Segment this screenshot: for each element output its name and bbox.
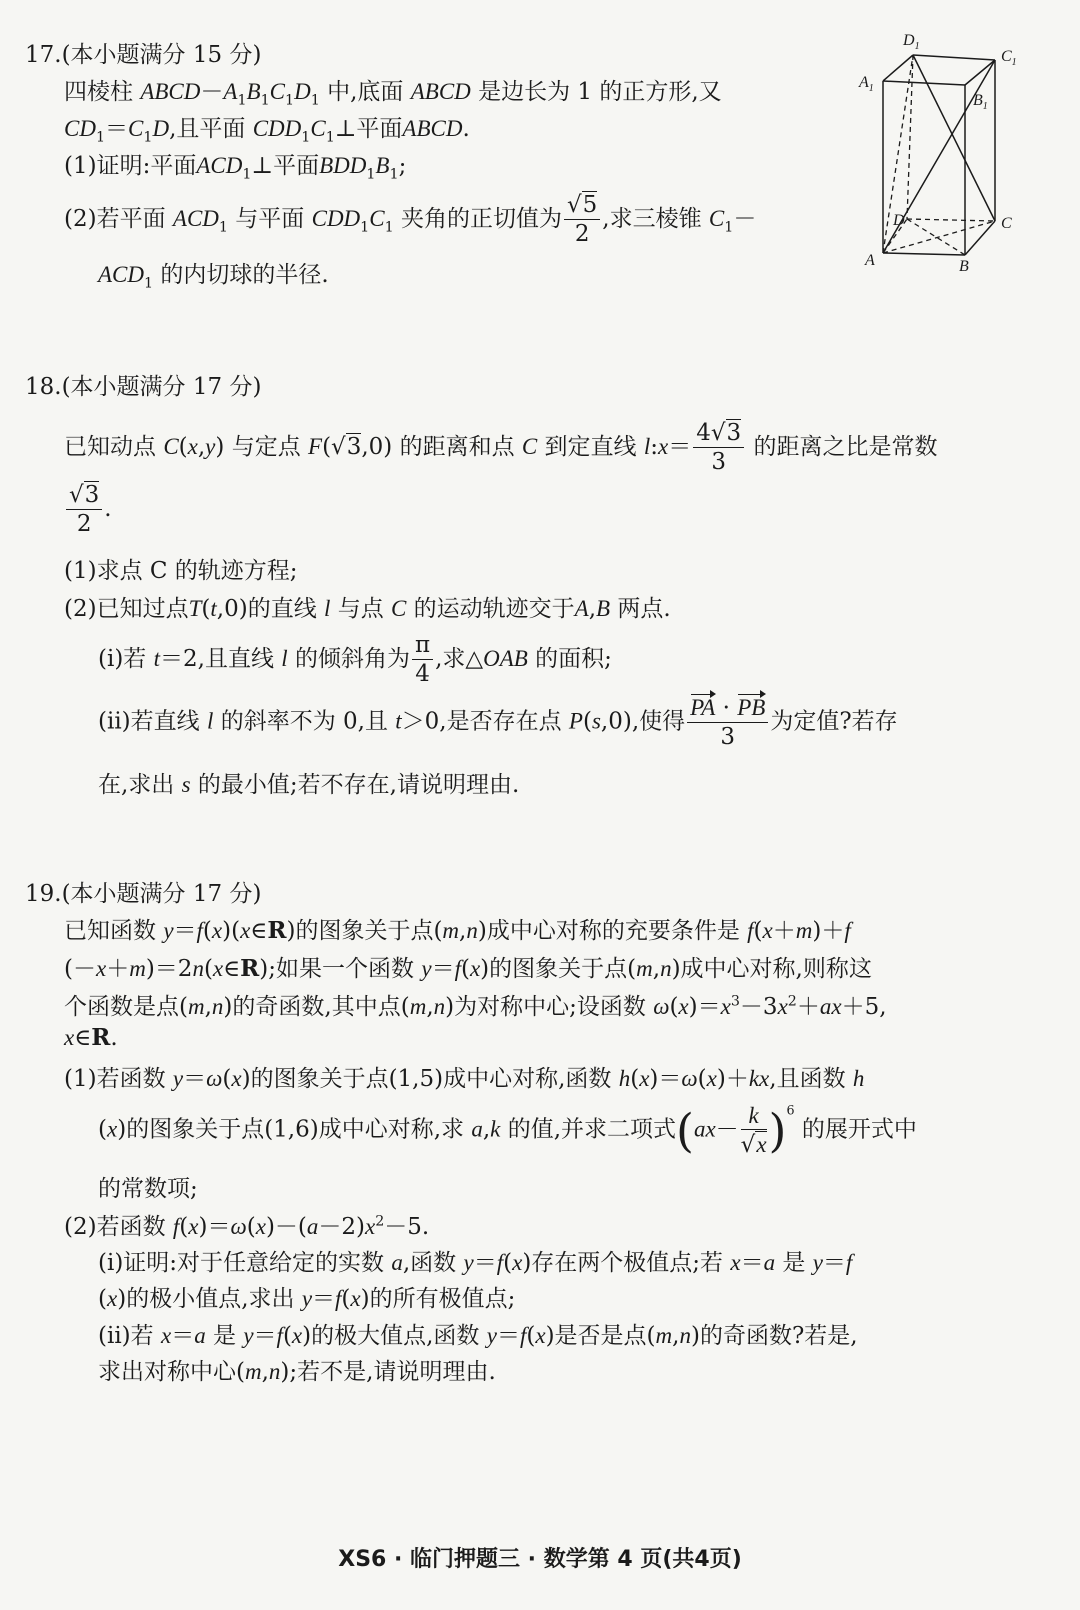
edge-ab [883, 253, 965, 255]
q19-part2-ii-line2: 求出对称中心(m,n);若不是,请说明理由. [98, 1359, 496, 1385]
label-c: C [1001, 215, 1012, 232]
edge-b1a1 [883, 81, 965, 85]
edge-bc [965, 221, 995, 255]
q18-header: 18.(本小题满分 17 分) [25, 374, 262, 400]
q17-stem-line1: 四棱柱 $ABCD-A_1B_1C_1D_1$ 中,底面 ABCD 是边长为 1 的正方形,又 [64, 79, 722, 109]
q19-part2-ii-line1: (ⅱ)若 x＝a 是 y＝f(x)的极大值点,函数 y＝f(x)是否是点(m,n)的奇函数?若是, [98, 1323, 858, 1349]
label-c1: $C_1$ [1001, 48, 1017, 68]
edge-d1c1 [913, 55, 995, 60]
q18-part1: (1)求点 C 的轨迹方程; [64, 558, 298, 584]
q18-stem-line1: 已知动点 C(x,y) 与定点 F(√3,0) 的距离和点 C 到定直线 l:x＝ $\frac{4√3}{3}$ 的距离之比是常数 [64, 420, 938, 475]
q19-stem-line4: x∈R. [64, 1024, 118, 1051]
q17-part2-line1: (2)若平面 $ACD_1$ 与平面 $CDD_1C_1$ 夹角的正切值为 $\frac{√5}{2}$ ,求三棱锥 $C_1-$ [64, 192, 757, 247]
q19-part1-line2: (x)的图象关于点(1,6)成中心对称,求 a,k 的值,并求二项式(ax－ $\frac{k}{√x}$ )$^6$ 的展开式中 [98, 1102, 917, 1158]
q18-part2-i: (ⅰ)若 t＝2,且直线 l 的倾斜角为 $\frac{\pi}{4}$ ,求△OAB 的面积; [98, 632, 612, 687]
q19-part2-i-line1: (ⅰ)证明:对于任意给定的实数 a,函数 y＝f(x)存在两个极值点;若 x＝a 是 y＝f [98, 1250, 853, 1276]
q17-part1: (1)证明:平面$ACD_1\perp$平面$BDD_1B_1$; [64, 153, 407, 183]
edge-a1d1 [883, 55, 913, 81]
hidden-dc [907, 219, 995, 221]
q18-part2: (2)已知过点T(t,0)的直线 l 与点 C 的运动轨迹交于A,B 两点. [64, 596, 671, 622]
label-a1: $A_1$ [859, 74, 874, 94]
q19-part1-line3: 的常数项; [98, 1176, 198, 1202]
label-a: A [865, 252, 875, 269]
label-b1: $B_1$ [973, 92, 988, 112]
q19-stem-line2: (－x＋m)＝2n(x∈R);如果一个函数 y＝f(x)的图象关于点(m,n)成中心对称,则称这 [64, 955, 872, 982]
q19-part2: (2)若函数 $f(x)=\omega(x)-(a-2)x^2-5$. [64, 1213, 430, 1240]
q19-part1-line1: (1)若函数 y＝ω(x)的图象关于点(1,5)成中心对称,函数 h(x)＝ω(x)＋kx,且函数 h [64, 1066, 865, 1092]
label-b: B [959, 258, 969, 275]
q18-stem-line2: $\frac{√3}{2}$ . [64, 484, 112, 536]
q17-header: 17.(本小题满分 15 分) [25, 42, 262, 68]
hidden-bd [907, 219, 965, 255]
q19-header: 19.(本小题满分 17 分) [25, 881, 262, 907]
page-footer: XS6 · 临门押题三 · 数学第 4 页(共4页) [338, 1547, 742, 1572]
label-d: D [893, 212, 905, 229]
q19-stem-line3: 个函数是点(m,n)的奇函数,其中点(m,n)为对称中心;设函数 $\omega(x)=x^3-3x^2+ax+5$, [64, 993, 887, 1020]
q18-part2-ii-line2: 在,求出 s 的最小值;若不存在,请说明理由. [98, 772, 520, 798]
label-d1: $D_1$ [903, 32, 920, 52]
edge-c1b1 [965, 60, 995, 85]
q19-stem-line1: 已知函数 y＝f(x)(x∈R)的图象关于点(m,n)成中心对称的充要条件是 f(x＋m)＋f [64, 917, 851, 944]
q17-stem-line2: $CD_1=C_1D$,且平面 $CDD_1C_1\perp$平面ABCD. [64, 116, 470, 146]
prism-figure [855, 25, 1035, 280]
q18-part2-ii-line1: (ⅱ)若直线 l 的斜率不为 0,且 t＞0,是否存在点 P(s,0),使得 $\frac{PA \cdot PB}{3}$ 为定值?若存 [98, 695, 898, 750]
q19-part2-i-line2: (x)的极小值点,求出 y＝f(x)的所有极值点; [98, 1286, 516, 1312]
hidden-dd1 [907, 55, 913, 219]
q17-part2-line2: $ACD_1$ 的内切球的半径. [98, 262, 329, 292]
